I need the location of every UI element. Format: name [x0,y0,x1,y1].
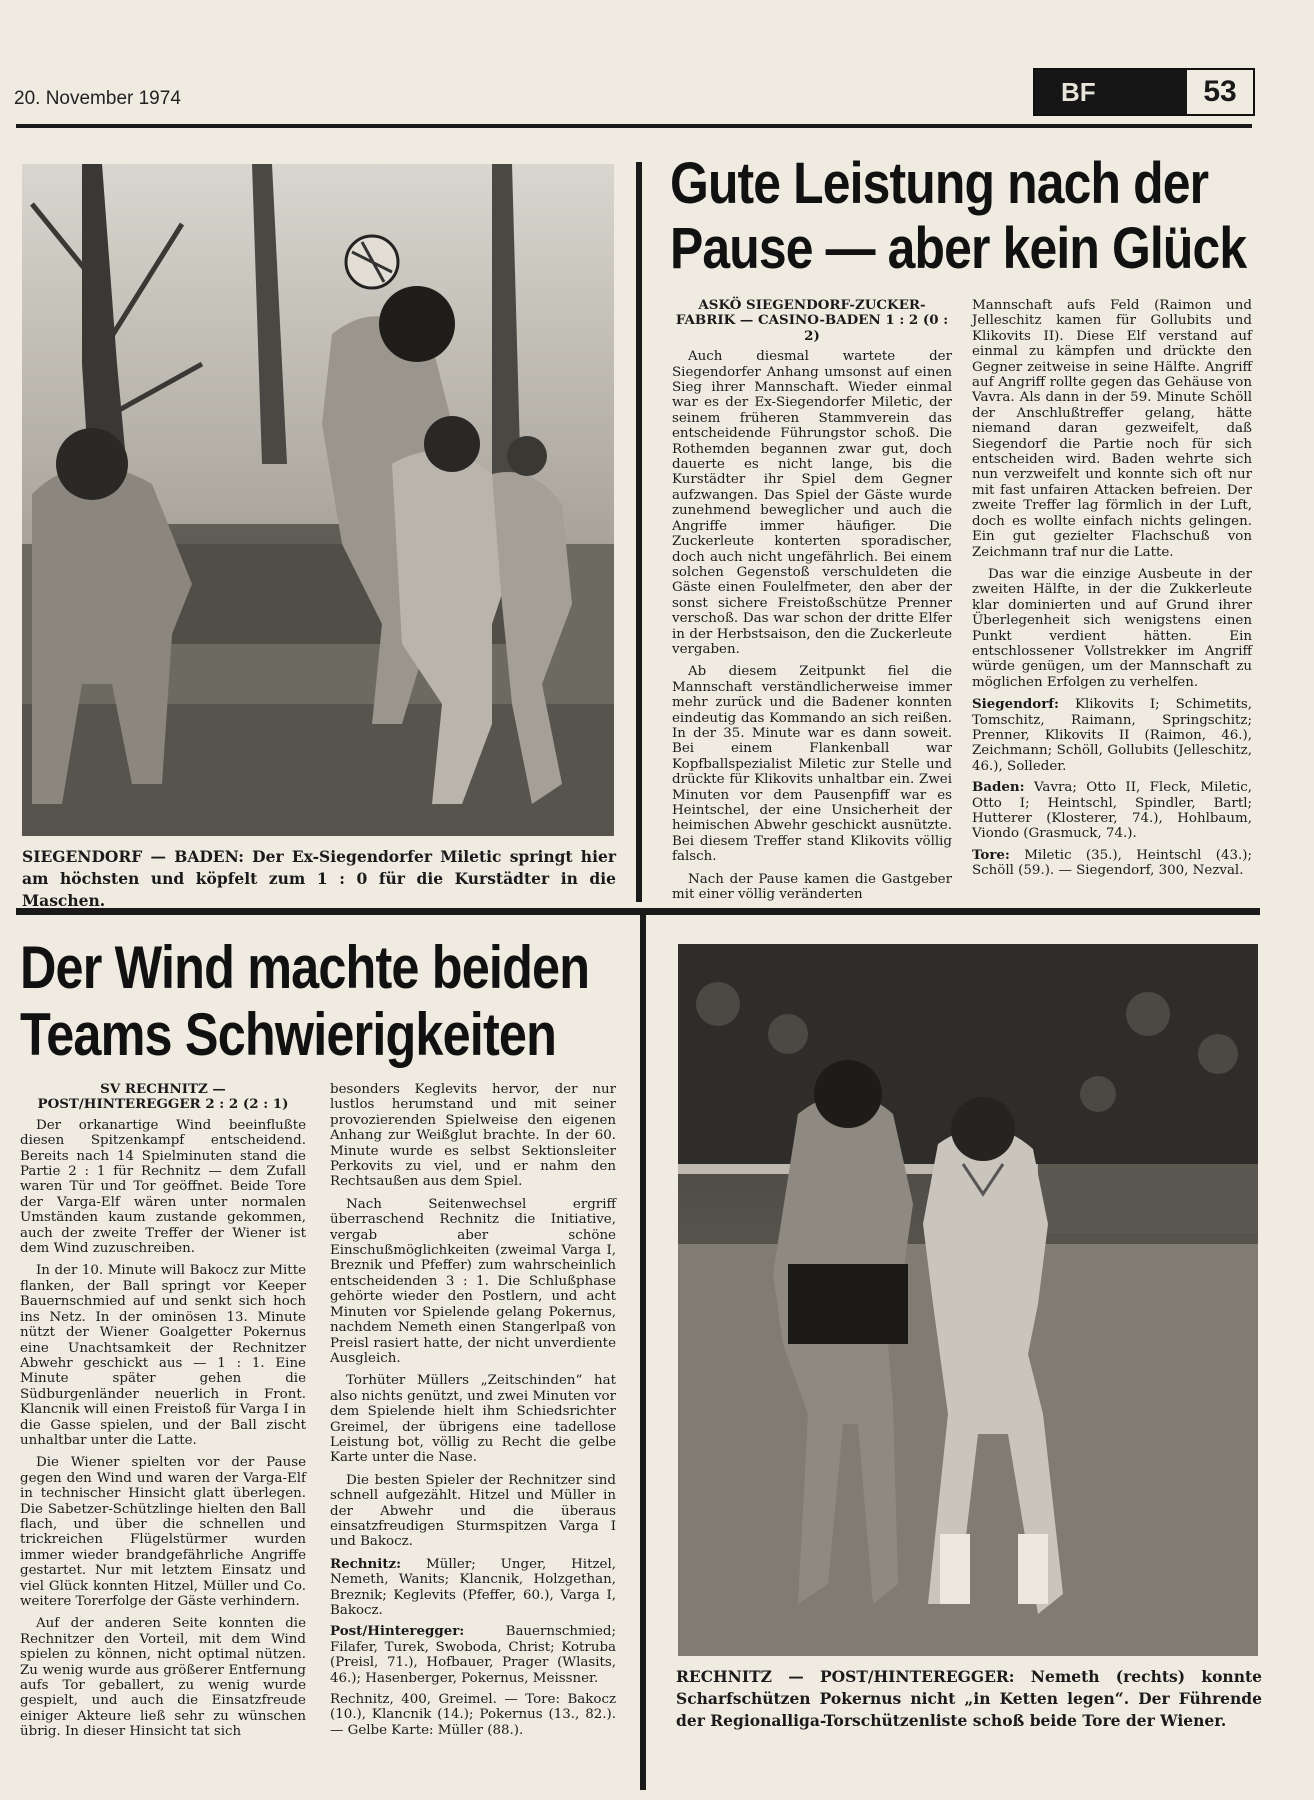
page-number: 53 [1203,75,1237,108]
headline-der-wind: Der Wind machte beiden Teams Schwierigkeiten [20,934,590,1069]
lineup-rechnitz [330,1557,616,1619]
photo-rechnitz-post [678,944,1258,1656]
lineup-siegendorf [972,697,1252,774]
article2-paragraph: Torhüter Müllers „Zeitschinden“ hat also nichts genützt, und zwei Minuten vor dem Spielende hielt ihm Schiedsrichter Greimel, der übrigens eine tadellose Leistung bot, völlig zu Recht die gelbe Karte unter die Nase. [330,1373,616,1466]
goals-siegendorf-baden [972,848,1252,879]
lineup-siegendorf-players: Klikovits I; Schimetits, Tomschitz, Raimann, Springschitz; Prenner, Klikovits II (Raimon, 46.), Zeichmann; Schöll, Gollubits (Jelleschitz, 46.), Solleder. [972,697,1252,774]
article2-paragraph: Nach Seitenwechsel ergriff überraschend Rechnitz die Initiative, vergab aber schöne Einschußmöglichkeiten (zweimal Varga I, Breznik und Pfeffer) zum wahrscheinlich entscheidenden 3 : 1. Die Schlußphase gehörte wieder den Postlern, und acht Minuten vor Spielende gelang Pokernus, nachdem Nemeth einen Stangerlpaß von Preisl rasiert hatte, der nicht unverdiente Ausgleich. [330,1196,616,1366]
article2-column-1 [20,1082,306,1747]
masthead [1033,68,1255,116]
article1-paragraph: Auch diesmal wartete der Siegendorfer Anhang umsonst auf einen Sieg ihrer Mannschaft. Wieder einmal war es der Ex-Siegendorfer Miletic, der seinem früheren Stammverein das entscheidende Führungstor schoß. Die Rothemden begannen zwar gut, doch dauerte es nicht lange, bis die Kurstädter ihr Spiel dem Gegner aufzwangen. Das Spiel der Gäste wurde zunehmend beweglicher und auch die Angriffe immer häufiger. Die Zuckerleute konterten sporadischer, doch auch nicht ungefährlich. Bei einem solchen Gegenstoß verschuldeten die Gäste einen Foulelfmeter, den aber der sonst sichere Freistoßschütze Prenner verschoß. Das war schon der dritte Elfer in der Herbstsaison, den die Zuckerleute vergaben. [672,349,952,657]
photo-siegendorf-baden-illustration [22,164,614,836]
article2-paragraph: besonders Keglevits hervor, der nur lustlos herumstand und mit seiner provozierenden Spielweise den eigenen Anhang zur Weißglut brachte. In der 60. Minute wurde es selbst Sektionsleiter Perkovits zu viel, und er nahm den Rechtsaußen aus dem Spiel. [330,1082,616,1190]
photo-siegendorf-baden [22,164,614,836]
lineup-post [330,1624,616,1686]
headline-gute-leistung: Gute Leistung nach der Pause — aber kein Glück [670,151,1247,281]
lineup-rechnitz-team: Rechnitz: [330,1555,402,1572]
article1-column-1 [672,298,952,909]
article1-paragraph: Mannschaft aufs Feld (Raimon und Jelleschitz kamen für Gollubits und Klikovits II). Diese Elf verstand auf einmal zu kämpfen und drückte den Gegner zeitweise in seine Hälfte. Angriff auf Angriff rollte gegen das Gehäuse von Vavra. Als dann in der 59. Minute Schöll der Anschlußtreffer gelang, hätte niemand daran gezweifelt, daß Siegendorf die Partie noch für sich entscheiden wird. Baden wehrte sich nun verzweifelt und konnte sich oft nur mit fast unfairen Attacken befreien. Der zweite Treffer lag förmlich in der Luft, doch es wollte einfach nichts gelingen. Ein gut gezielter Flachschuß von Zeichmann traf nur die Latte. [972,298,1252,560]
issue-date: 20. November 1974 [14,88,181,109]
article1-paragraph: Das war die einzige Ausbeute in der zweiten Hälfte, in der die Zukkerleute klar dominierten und auf Grund ihrer Überlegenheit sich wenigstens einen Punkt verdient hätten. Ein entschlossener Vollstrekker im Angriff würde genügen, um der Mannschaft zu möglichen Erfolgen zu verhelfen. [972,566,1252,690]
article1-dateline: ASKÖ SIEGENDORF-ZUCKER-FABRIK — CASINO-BADEN 1 : 2 (0 : 2) [675,297,949,344]
photo-rechnitz-post-illustration [678,944,1258,1656]
result-info-rechnitz: Rechnitz, 400, Greimel. — Tore: Bakocz (10.), Klancnik (14.); Pokernus (13., 82.). — Gelbe Karte: Müller (88.). [330,1692,616,1738]
lineup-post-team: Post/Hinteregger: [330,1623,465,1640]
article2-paragraph: Der orkanartige Wind beeinflußte diesen Spitzenkampf entscheidend. Bereits nach 14 Spielminuten stand die Partie 2 : 1 für Rechnitz — dem Zufall waren Tür und Tor geöffnet. Beide Tore der Varga-Elf wären unter normalen Umständen kaum zustande gekommen, auch der zweite Treffer der Wiener ist dem Wind zuzuschreiben. [20,1117,306,1257]
masthead-label: BF [1035,70,1187,114]
lineup-rechnitz-players: Müller; Unger, Hitzel, Nemeth, Wanits; Klancnik, Holzgethan, Breznik; Keglevits (Pfeffer, 60.), Varga I, Bakocz. [330,1556,616,1618]
lineup-baden-team: Baden: [972,779,1025,796]
photo-caption-rechnitz-post: RECHNITZ — POST/HINTEREGGER: Nemeth (rechts) konnte Scharfschützen Pokernus nicht „in Ketten legen“. Der Führende der Regionalliga-Torschützenliste schoß beide Tore der Wiener. [676,1667,1262,1730]
goals-label: Tore: [972,846,1010,863]
article2-paragraph: In der 10. Minute will Bakocz zur Mitte flanken, der Ball springt vor Keeper Bauernschmied auf und senkt sich hoch ins Netz. In der ominösen 13. Minute nützt der Wiener Goalgetter Pokernus eine Unachtsamkeit der Rechnitzer Abwehr geschickt aus — 1 : 1. Eine Minute später gehen die Südburgenländer neuerlich in Front. Klancnik will einen Freistoß für Varga I in die Gasse spielen, und der Ball zischt unhaltbar unter die Latte. [20,1263,306,1448]
article1-paragraph: Ab diesem Zeitpunkt fiel die Mannschaft verständlicherweise immer mehr zurück und die Badener konnten eindeutig das Kommando an sich reißen. In der 35. Minute war es dann soweit. Bei einem Flankenball war Kopfballspezialist Miletic zur Stelle und drückte für Klikovits unhaltbar ein. Zwei Minuten vor dem Pausenpfiff war es Heintschel, der eine Unsicherheit der heimischen Abwehr geschickt ausnützte. Bei diesem Treffer stand Klikovits völlig falsch. [672,664,952,865]
goals-text: Miletic (35.), Heintschl (43.); Schöll (59.). — Siegendorf, 300, Nezval. [972,847,1252,879]
article1-column-2 [972,298,1252,885]
lineup-siegendorf-team: Siegendorf: [972,696,1059,713]
article2-paragraph: Auf der anderen Seite konnten die Rechnitzer den Vorteil, mit dem Wind spielen zu können, nicht optimal nützen. Zu wenig wurde aus größerer Entfernung aufs Tor geballert, zu wenig wurde gespielt, und auch die Einsatzfreude einiger Akteure ließ sehr zu wünschen übrig. In dieser Hinsicht tat sich [20,1616,306,1740]
article2-paragraph: Die besten Spieler der Rechnitzer sind schnell aufgezählt. Hitzel und Müller in der Abwehr und die überaus einsatzfreudigen Sturmspitzen Varga I und Bakocz. [330,1472,616,1550]
lineup-baden-players: Vavra; Otto II, Fleck, Miletic, Otto I; Heintschl, Spindler, Bartl; Hutterer (Klosterer, 74.), Hohlbaum, Viondo (Grasmuck, 74.). [972,780,1252,842]
top-rule [16,124,1252,128]
article2-paragraph: Die Wiener spielten vor der Pause gegen den Wind und waren der Varga-Elf in technischer Hinsicht glatt überlegen. Die Sabetzer-Schützlinge hielten den Ball flach, und über die schnellen und trickreichen Flügelstürmer wurden immer wieder brandgefährliche Angriffe gestartet. Nur mit letztem Einsatz und viel Glück konnten Hitzel, Müller und Co. weitere Torerfolge der Gäste verhindern. [20,1455,306,1609]
lineup-baden [972,780,1252,842]
article1-paragraph: Nach der Pause kamen die Gastgeber mit einer völlig veränderten [672,871,952,903]
article2-dateline: SV RECHNITZ — POST/HINTEREGGER 2 : 2 (2 : 1) [37,1081,289,1113]
lineup-post-players: Bauernschmied; Filafer, Turek, Swoboda, Christ; Kotruba (Preisl, 71.), Hofbauer, Prager (Wlasits, 46.); Hasenberger, Pokernus, Meissner. [330,1624,616,1686]
column-rule-top [636,162,642,902]
article2-column-2 [330,1082,616,1744]
photo-caption-siegendorf-baden: SIEGENDORF — BADEN: Der Ex-Siegendorfer Miletic springt hier am höchsten und köpfelt zum 1 : 0 für die Kurstädter in die Maschen. [22,847,616,910]
